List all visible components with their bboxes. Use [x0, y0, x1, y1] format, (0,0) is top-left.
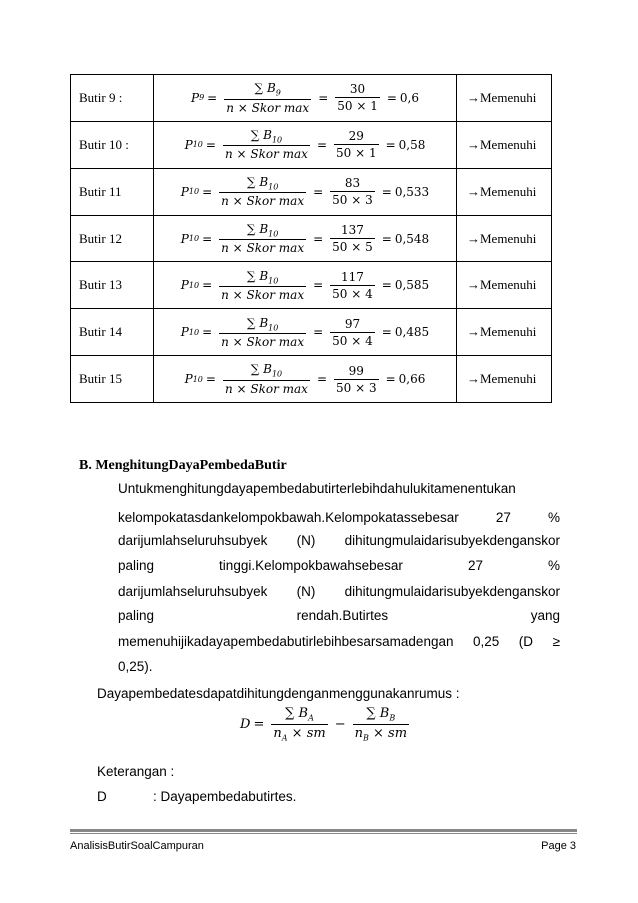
- table-row: [71, 215, 552, 262]
- paragraph-line: Untukmenghitungdayapembedabutirterlebihdahulukitamenentukan: [118, 481, 516, 496]
- table-row: [71, 75, 552, 122]
- paragraph-line: darijumlahseluruhsubyek (N) dihitungmulaidarisubyekdenganskor: [118, 584, 560, 599]
- keterangan-label: Keterangan :: [97, 764, 175, 779]
- item-formula: [154, 75, 457, 122]
- arrow-icon: →: [467, 89, 480, 105]
- item-label: Butir 14: [71, 309, 154, 356]
- arrow-icon: →: [467, 230, 480, 246]
- formula: P 10 = $\frac{\sum B_{10}}{\text{n × Skor max}}$ = $\frac{117}{50 \times 4}$ = 0,585: [180, 268, 430, 303]
- formula: P 10 = $\frac{\sum B_{10}}{\text{n × Skor max}}$ = $\frac{99}{50 \times 3}$ = 0,66: [184, 362, 426, 396]
- formula: P 10 = $\frac{\sum B_{10}}{\text{n × Skor max}}$ = $\frac{83}{50 \times 3}$ = 0,533: [180, 174, 430, 209]
- table-row: [71, 356, 552, 403]
- paragraph-line: paling tinggi.Kelompokbawahsebesar 27 %: [118, 558, 560, 573]
- arrow-icon: →: [467, 277, 480, 293]
- definition-text: : Dayapembedabutirtes.: [153, 789, 297, 804]
- footer-rule: [70, 829, 577, 832]
- item-label: Butir 12: [71, 215, 154, 262]
- arrow-icon: →: [467, 324, 480, 340]
- item-result: →Memenuhi: [457, 356, 552, 403]
- item-result: →Memenuhi: [457, 215, 552, 262]
- item-formula: [154, 309, 457, 356]
- item-result: →Memenuhi: [457, 75, 552, 122]
- formula-intro: Dayapembedatesdapatdihitungdenganmenggunakanrumus :: [97, 686, 460, 701]
- item-result: →Memenuhi: [457, 309, 552, 356]
- footer-rule-thin: [70, 833, 577, 834]
- item-result: →Memenuhi: [457, 168, 552, 215]
- paragraph-line: paling rendah.Butirtes yang: [118, 608, 560, 623]
- paragraph-line: memenuhijikadayapembedabutirlebihbesarsamadengan 0,25 (D ≥: [118, 634, 560, 649]
- table-row: [71, 168, 552, 215]
- arrow-icon: →: [467, 183, 480, 199]
- table-row: [71, 121, 552, 168]
- arrow-icon: →: [467, 136, 480, 152]
- formula: P 10 = $\frac{\sum B_{10}}{\text{n × Skor max}}$ = $\frac{29}{50 \times 1}$ = 0,58: [184, 128, 426, 162]
- item-label: Butir 11: [71, 168, 154, 215]
- formula: P 10 = $\frac{\sum B_{10}}{\text{n × Skor max}}$ = $\frac{137}{50 \times 5}$ = 0,548: [180, 221, 430, 256]
- footer-page-number: Page 3: [541, 840, 576, 852]
- item-formula: [154, 356, 457, 403]
- definition-symbol: D: [97, 789, 107, 804]
- formula: P 9 = $\frac{\sum B_9}{\text{n × Skor max}}$ = $\frac{30}{50 \times 1}$ = 0,6: [190, 81, 420, 115]
- item-label: Butir 13: [71, 262, 154, 309]
- item-result: →Memenuhi: [457, 262, 552, 309]
- footer-title: AnalisisButirSoalCampuran: [70, 840, 204, 852]
- discrimination-formula: D = $\frac{\sum B_A}{n_A \times sm}$ − $\frac{\sum B_B}{n_B \times sm}$: [240, 706, 408, 743]
- item-label: Butir 9 :: [71, 75, 154, 122]
- item-formula: [154, 215, 457, 262]
- arrow-icon: →: [467, 371, 480, 387]
- item-result: →Memenuhi: [457, 121, 552, 168]
- paragraph-line: kelompokatasdankelompokbawah.Kelompokatassebesar 27 %: [118, 510, 560, 525]
- item-formula: [154, 121, 457, 168]
- paragraph-last-line: 0,25).: [118, 659, 153, 674]
- table-row: [71, 262, 552, 309]
- item-label: Butir 15: [71, 356, 154, 403]
- table-row: [71, 309, 552, 356]
- paragraph-line: darijumlahseluruhsubyek (N) dihitungmulaidarisubyekdenganskor: [118, 533, 560, 548]
- formula: P 10 = $\frac{\sum B_{10}}{\text{n × Skor max}}$ = $\frac{97}{50 \times 4}$ = 0,485: [180, 315, 430, 349]
- item-label: Butir 10 :: [71, 121, 154, 168]
- section-heading: B. MenghitungDayaPembedaButir: [79, 458, 287, 473]
- difficulty-table: [70, 74, 552, 403]
- item-formula: [154, 262, 457, 309]
- item-formula: [154, 168, 457, 215]
